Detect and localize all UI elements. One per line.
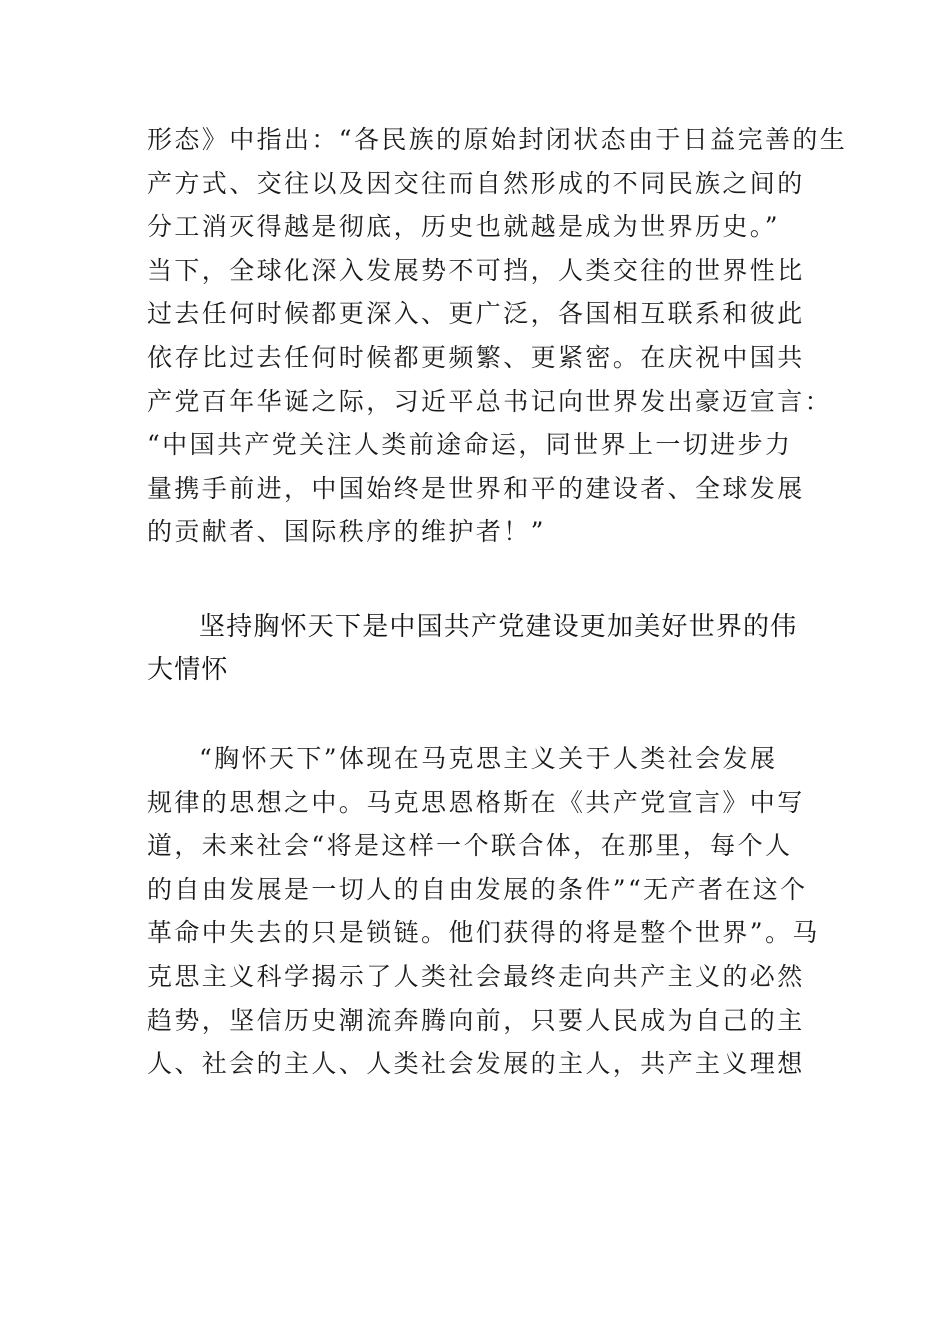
text-line: “中国共产党关注人类前途命运，同世界上一切进步力 xyxy=(147,430,793,460)
text-line: 产方式、交往以及因交往而自然形成的不同民族之间的 xyxy=(147,168,805,198)
text-line: 规律的思想之中。马克思恩格斯在《共产党宣言》中写 xyxy=(147,787,805,817)
heading-line: 大情怀 xyxy=(147,655,229,685)
text-line: 趋势，坚信历史潮流奔腾向前，只要人民成为自己的主 xyxy=(147,1005,805,1035)
text-line: 人、社会的主人、人类社会发展的主人，共产主义理想 xyxy=(147,1049,805,1079)
text-line: 量携手前进，中国始终是世界和平的建设者、全球发展 xyxy=(147,473,805,503)
text-line: 克思主义科学揭示了人类社会最终走向共产主义的必然 xyxy=(147,961,805,991)
text-line: 分工消灭得越是彻底，历史也就越是成为世界历史。” xyxy=(147,212,780,242)
text-line: 依存比过去任何时候都更频繁、更紧密。在庆祝中国共 xyxy=(147,342,805,372)
text-line: 形态》中指出：“各民族的原始封闭状态由于日益完善的生 xyxy=(147,125,848,154)
text-line: “胸怀天下”体现在马克思主义关于人类社会发展 xyxy=(199,744,778,773)
section-heading xyxy=(147,606,827,692)
text-line: 的自由发展是一切人的自由发展的条件”“无产者在这个 xyxy=(147,874,808,904)
text-line: 过去任何时候都更深入、更广泛，各国相互联系和彼此 xyxy=(147,299,805,329)
paragraph-continuation xyxy=(147,118,848,554)
heading-line: 坚持胸怀天下是中国共产党建设更加美好世界的伟 xyxy=(199,612,798,642)
text-line: 道，未来社会“将是这样一个联合体，在那里，每个人 xyxy=(147,831,793,861)
text-line: 的贡献者、国际秩序的维护者！” xyxy=(147,517,546,547)
text-line: 当下，全球化深入发展势不可挡，人类交往的世界性比 xyxy=(147,255,805,285)
text-line: 革命中失去的只是锁链。他们获得的将是整个世界”。马 xyxy=(147,918,820,948)
text-line: 产党百年华诞之际，习近平总书记向世界发出豪迈宣言： xyxy=(147,386,833,416)
section-paragraph xyxy=(147,737,827,1086)
